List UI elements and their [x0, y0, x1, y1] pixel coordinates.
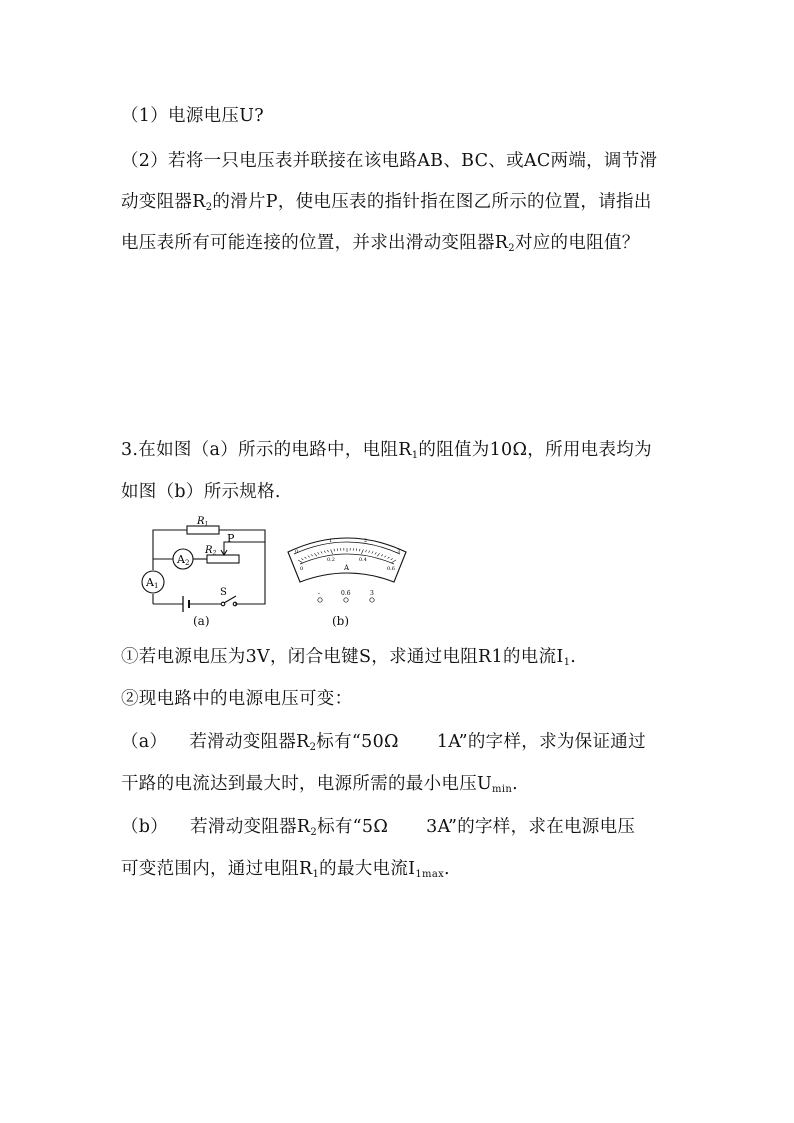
dial-tick — [375, 552, 377, 554]
q2-part2-line3: 电压表所有可能连接的位置，并求出滑动变阻器$R_2$对应的电阻值？ — [121, 233, 640, 254]
dial-tick — [361, 549, 363, 554]
bottom-scale-02: 0.2 — [327, 557, 335, 563]
q3-sub-a-line1: （a） 若滑动变阻器$R_2$标有“50Ω 1A”的字样，求为保证通过 — [121, 732, 646, 753]
q2-part1: （1）电源电压U? — [121, 106, 264, 126]
dial-tick — [384, 556, 386, 558]
dial-tick — [298, 560, 302, 563]
circuit-diagram — [135, 512, 270, 612]
dial-outline — [288, 538, 406, 582]
a2-label: A2 — [177, 553, 190, 567]
dial-tick — [337, 548, 338, 550]
q3-sub-a-line2: 干路的电流达到最大时，电源所需的最小电压$U_{min}$. — [121, 774, 518, 795]
dial-tick — [387, 557, 389, 559]
dial-tick — [391, 558, 393, 559]
bottom-scale-04: 0.4 — [359, 557, 367, 563]
dial-scale-arc — [300, 554, 394, 564]
terminal-3-label: 3 — [370, 590, 374, 597]
ammeter-dial — [282, 530, 412, 606]
dial-tick — [311, 554, 313, 556]
dial-tick — [334, 549, 335, 551]
r1-resistor — [187, 526, 219, 534]
dial-tick — [314, 553, 317, 556]
dial-tick — [308, 556, 310, 558]
figure-a-caption: (a) — [193, 614, 210, 628]
dial-tick — [372, 551, 373, 553]
dial-tick — [324, 551, 325, 553]
bottom-scale-06: 0.6 — [387, 566, 395, 572]
q3-item1: ①若电源电压为3V，闭合电键S，求通过电阻R1的电流$I_1$. — [121, 647, 577, 668]
top-scale-0: 0 — [295, 549, 299, 555]
top-scale-3: 3 — [397, 549, 401, 555]
dial-tick — [305, 557, 307, 559]
q3-item2: ②现电路中的电源电压可变： — [121, 689, 353, 709]
unit-label: A — [344, 564, 350, 572]
dial-tick — [301, 558, 303, 559]
bottom-scale-0: 0 — [300, 566, 304, 572]
slider-p-label: P — [227, 532, 235, 545]
a1-label: A1 — [146, 576, 159, 590]
q2-part2-line1: （2）若将一只电压表并联接在该电路AB、BC、或AC两端，调节滑 — [121, 151, 658, 171]
dial-tick — [392, 560, 396, 563]
figure-b-caption: (b) — [332, 614, 350, 628]
dial-tick — [369, 551, 370, 553]
terminal-negative-label: - — [318, 590, 321, 597]
dial-tick — [327, 550, 328, 552]
dial-tick — [359, 549, 360, 551]
terminal-06-label: 0.6 — [341, 590, 351, 597]
q3-sub-b-line2: 可变范围内，通过电阻$R_1$的最大电流$I_{1max}$. — [121, 859, 450, 880]
terminal-3 — [370, 598, 374, 602]
dial-tick — [366, 550, 367, 552]
top-scale-1: 1 — [329, 538, 333, 544]
dial-tick — [381, 554, 383, 556]
top-scale-2: 2 — [364, 538, 368, 544]
terminal-06 — [344, 598, 348, 602]
dial-tick — [377, 553, 380, 556]
outer-wire — [153, 530, 265, 604]
r2-label: $R_2$ — [205, 545, 217, 557]
dial-tick — [356, 548, 357, 550]
dial-ticks — [298, 548, 396, 563]
q3-sub-b-line1: （b） 若滑动变阻器$R_2$标有“5Ω 3A”的字样，求在电源电压 — [121, 817, 636, 838]
q3-line2: 如图（b）所示规格. — [121, 482, 281, 502]
q3-line1: 3.在如图（a）所示的电路中，电阻$R_1$的阻值为10Ω，所用电表均为 — [121, 440, 652, 461]
dial-tick — [318, 552, 320, 554]
terminal-negative — [318, 598, 322, 602]
dial-tick — [331, 549, 333, 554]
r1-label: $R_1$ — [197, 516, 209, 528]
switch-s-label: S — [220, 587, 227, 598]
dial-tick — [321, 551, 322, 553]
q2-part2-line2: 动变阻器$R_2$的滑片P，使电压表的指针指在图乙所示的位置，请指出 — [121, 192, 652, 213]
